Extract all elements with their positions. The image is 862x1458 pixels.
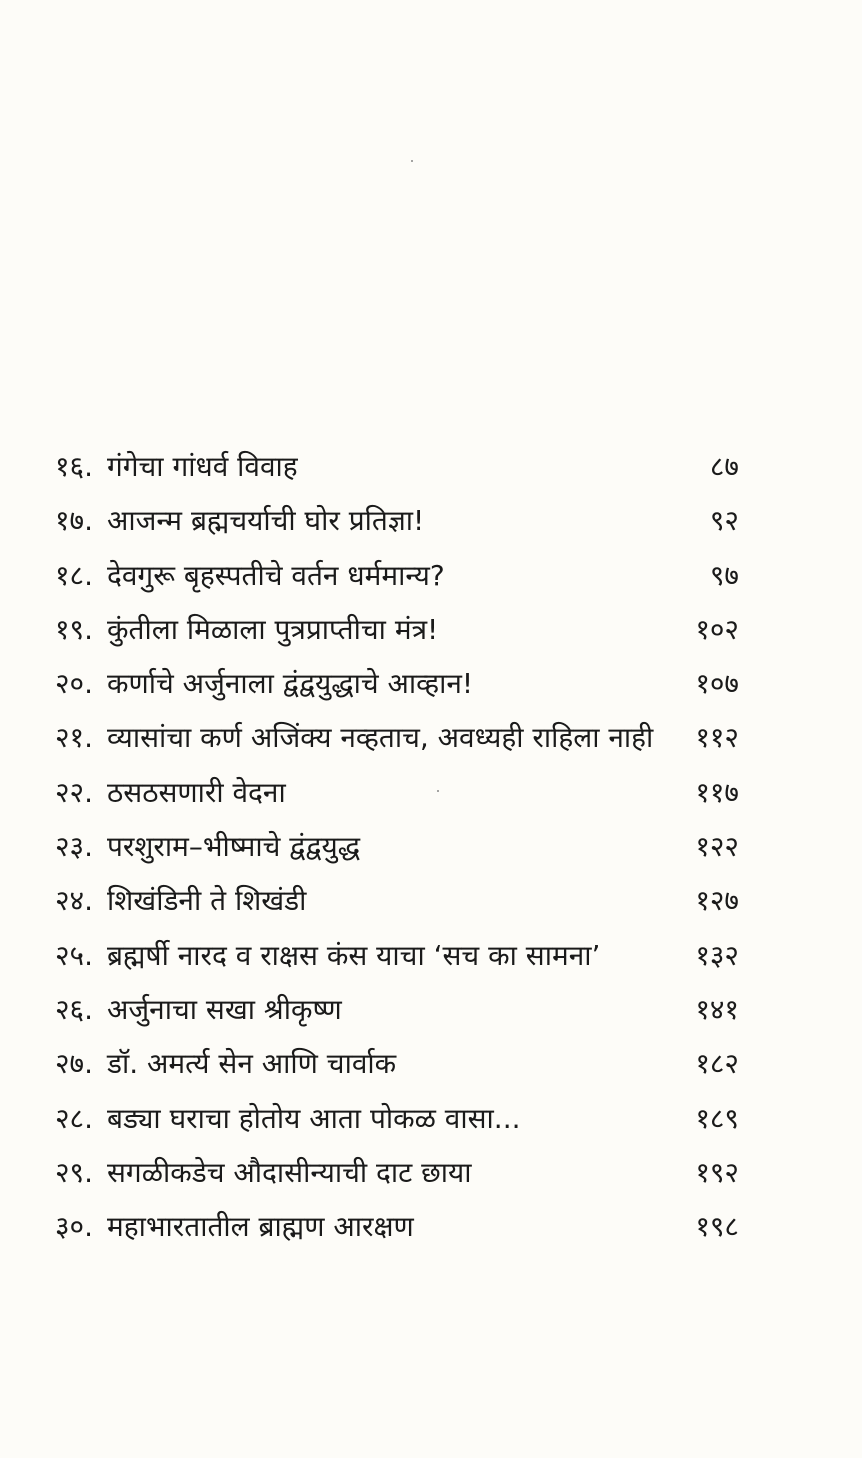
entry-page-number: १०२ [695, 612, 739, 646]
entry-number: १८. [55, 558, 94, 592]
entry-title: बड्या घराचा होतोय आता पोकळ वासा... [107, 1101, 521, 1135]
paper-speck [411, 160, 413, 162]
toc-entry [55, 1092, 745, 1146]
toc-entry [55, 603, 745, 657]
entry-number: १७. [55, 504, 94, 538]
entry-number: २६. [55, 992, 94, 1026]
toc-entry [55, 766, 745, 820]
entry-page-number: ११२ [695, 721, 739, 755]
toc-entry [55, 983, 745, 1037]
toc-entry [55, 1146, 745, 1200]
entry-number: २८. [55, 1101, 94, 1135]
entry-title: कर्णाचे अर्जुनाला द्वंद्वयुद्धाचे आव्हान! [107, 667, 474, 701]
entry-title: व्यासांचा कर्ण अजिंक्य नव्हताच, अवध्यही राहिला नाही [107, 721, 654, 755]
entry-number: ३०. [55, 1210, 94, 1244]
toc-entry [55, 494, 745, 548]
entry-number: २१. [55, 721, 94, 755]
entry-page-number: १२७ [695, 884, 739, 918]
entry-number: २३. [55, 830, 94, 864]
toc-entry [55, 711, 745, 765]
entry-number: २५. [55, 938, 94, 972]
entry-page-number: १८२ [695, 1047, 739, 1081]
entry-title: कुंतीला मिळाला पुत्रप्राप्तीचा मंत्र! [107, 612, 439, 646]
entry-page-number: १२२ [695, 830, 739, 864]
toc-entry [55, 1200, 745, 1254]
toc-entry [55, 874, 745, 928]
entry-page-number: ९७ [709, 558, 739, 592]
entry-title: डॉ. अमर्त्य सेन आणि चार्वाक [107, 1047, 397, 1081]
entry-title: सगळीकडेच औदासीन्याची दाट छाया [107, 1155, 472, 1189]
entry-number: १६. [55, 450, 94, 483]
entry-number: १९. [55, 612, 94, 646]
entry-title: परशुराम–भीष्माचे द्वंद्वयुद्ध [107, 830, 361, 864]
entry-title: ठसठसणारी वेदना [107, 775, 286, 809]
entry-page-number: १९२ [695, 1155, 739, 1189]
entry-title: ब्रह्मर्षी नारद व राक्षस कंस याचा ‘सच का सामना’ [107, 938, 601, 972]
entry-page-number: १९८ [695, 1210, 739, 1244]
entry-page-number: ९२ [709, 504, 739, 538]
entry-title: शिखंडिनी ते शिखंडी [107, 884, 307, 918]
entry-number: २९. [55, 1155, 94, 1189]
toc-entry [55, 1037, 745, 1091]
entry-title: अर्जुनाचा सखा श्रीकृष्ण [107, 992, 342, 1026]
entry-page-number: ८७ [709, 450, 739, 483]
entry-number: २०. [55, 667, 94, 701]
entry-page-number: ११७ [695, 775, 739, 809]
entry-title: आजन्म ब्रह्मचर्याची घोर प्रतिज्ञा! [107, 504, 425, 538]
toc-entry [55, 657, 745, 711]
toc-entry [55, 549, 745, 603]
entry-number: २७. [55, 1047, 94, 1081]
entry-number: २४. [55, 884, 94, 918]
entry-title: गंगेचा गांधर्व विवाह [107, 450, 298, 483]
toc-entry [55, 820, 745, 874]
entry-number: २२. [55, 775, 94, 809]
entry-title: देवगुरू बृहस्पतीचे वर्तन धर्ममान्य? [107, 558, 445, 592]
entry-page-number: १०७ [695, 667, 739, 701]
entry-page-number: १३२ [695, 938, 739, 972]
toc-entry [55, 929, 745, 983]
toc-entry [55, 440, 745, 494]
table-of-contents [55, 440, 745, 1254]
entry-page-number: १८९ [695, 1101, 739, 1135]
entry-page-number: १४१ [695, 992, 739, 1026]
entry-title: महाभारतातील ब्राह्मण आरक्षण [107, 1210, 414, 1244]
